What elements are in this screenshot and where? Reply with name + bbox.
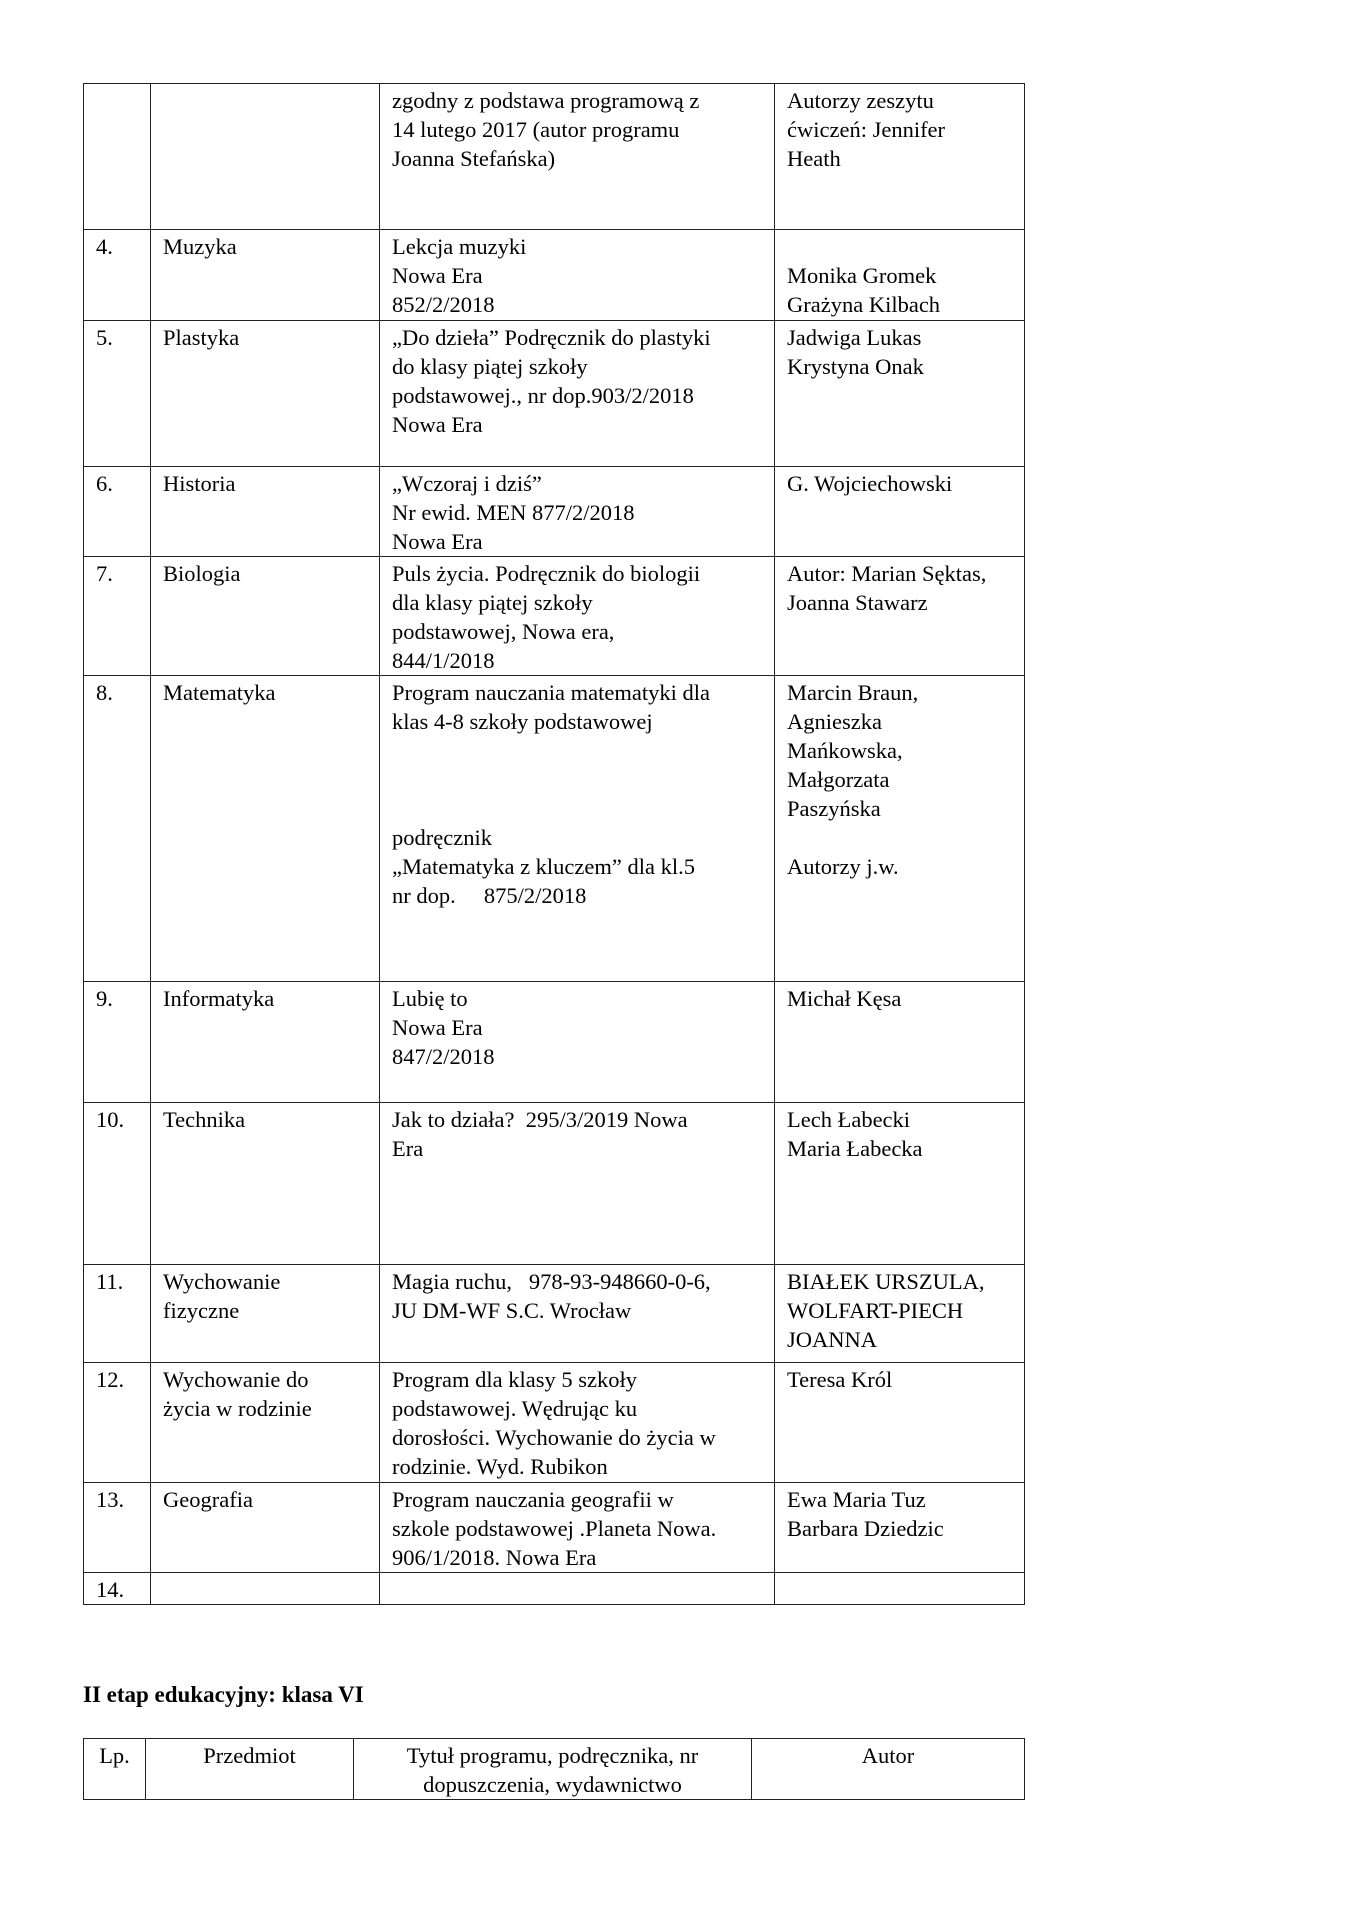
cell-lp: 14. [84, 1573, 151, 1605]
section-heading: II etap edukacyjny: klasa VI [83, 1682, 364, 1707]
cell-lp: 7. [84, 557, 151, 676]
cell-subject [151, 1573, 380, 1605]
cell-lp: 12. [84, 1363, 151, 1483]
cell-title [380, 982, 775, 1103]
table-row [84, 1265, 1025, 1363]
textbook-table-class-v [83, 83, 1025, 1605]
cell-author-line: JOANNA [787, 1327, 877, 1352]
cell-title-line: Nowa Era [392, 263, 483, 288]
cell-author-line: Jadwiga Lukas [787, 325, 922, 350]
cell-title-line: 852/2/2018 [392, 292, 495, 317]
cell-author [775, 230, 1025, 321]
cell-title [380, 1265, 775, 1363]
cell-author-line: Teresa Król [787, 1367, 893, 1392]
cell-author [775, 1265, 1025, 1363]
cell-subject [151, 321, 380, 467]
cell-title [380, 676, 775, 982]
cell-lp [84, 84, 151, 230]
cell-author-line: Barbara Dziedzic [787, 1516, 944, 1541]
cell-title [380, 84, 775, 230]
cell-title-line: Magia ruchu, 978-93-948660-0-6, [392, 1269, 711, 1294]
cell-author-line: Michał Kęsa [787, 986, 902, 1011]
table-row [84, 1363, 1025, 1483]
cell-title-line: zgodny z podstawa programową z [392, 88, 700, 113]
table-row [84, 982, 1025, 1103]
cell-author-line: Autorzy zeszytu [787, 88, 934, 113]
table-row [84, 230, 1025, 321]
cell-author-line [787, 232, 1014, 261]
cell-title-line: dla klasy piątej szkoły [392, 590, 593, 615]
cell-author-line: Heath [787, 146, 841, 171]
cell-subject-line: fizyczne [163, 1298, 240, 1323]
cell-author-line: Monika Gromek [787, 263, 937, 288]
cell-author-line: G. Wojciechowski [787, 471, 953, 496]
cell-author [775, 1573, 1025, 1605]
cell-lp: 5. [84, 321, 151, 467]
table-row [84, 676, 1025, 982]
cell-subject [151, 230, 380, 321]
cell-title-line: 906/1/2018. Nowa Era [392, 1545, 597, 1570]
cell-author-line: Autor: Marian Sęktas, [787, 561, 987, 586]
cell-subject-line: Informatyka [163, 986, 275, 1011]
cell-title-line: podstawowej., nr dop.903/2/2018 [392, 383, 694, 408]
table-row [84, 1103, 1025, 1265]
cell-title-line: Nowa Era [392, 529, 483, 554]
header-title-line: Tytuł programu, podręcznika, nr [406, 1743, 699, 1768]
table-row [84, 84, 1025, 230]
cell-subject-line: Plastyka [163, 325, 240, 350]
cell-title [380, 1363, 775, 1483]
cell-subject [151, 676, 380, 982]
cell-title [380, 1573, 775, 1605]
cell-lp: 9. [84, 982, 151, 1103]
cell-subject-line: Historia [163, 471, 236, 496]
cell-title-line: Jak to działa? 295/3/2019 Nowa [392, 1107, 688, 1132]
cell-author-line: Marcin Braun, [787, 680, 919, 705]
cell-author-line: ćwiczeń: Jennifer [787, 117, 946, 142]
cell-author-line: Agnieszka [787, 709, 882, 734]
header-title [354, 1739, 752, 1800]
cell-author [775, 982, 1025, 1103]
cell-title-line: Nowa Era [392, 1015, 483, 1040]
table-header-row [84, 1739, 1025, 1800]
cell-author-line: Krystyna Onak [787, 354, 924, 379]
cell-title-line: Joanna Stefańska) [392, 146, 556, 171]
table-row [84, 1483, 1025, 1573]
cell-title-line: Program nauczania matematyki dla [392, 680, 710, 705]
cell-title-line: 844/1/2018 [392, 648, 495, 673]
cell-author-line: WOLFART-PIECH [787, 1298, 964, 1323]
cell-author-line: BIAŁEK URSZULA, [787, 1269, 985, 1294]
cell-title-line: Nr ewid. MEN 877/2/2018 [392, 500, 635, 525]
cell-subject [151, 1265, 380, 1363]
cell-lp: 11. [84, 1265, 151, 1363]
cell-subject-line: Geografia [163, 1487, 253, 1512]
cell-title [380, 1483, 775, 1573]
cell-title [380, 467, 775, 557]
cell-author-line: Grażyna Kilbach [787, 292, 941, 317]
cell-title-line: Era [392, 1136, 424, 1161]
cell-title-line: JU DM-WF S.C. Wrocław [392, 1298, 632, 1323]
cell-title-line: szkole podstawowej .Planeta Nowa. [392, 1516, 717, 1541]
textbook-table-class-vi [83, 1738, 1025, 1800]
cell-lp: 10. [84, 1103, 151, 1265]
cell-author [775, 1483, 1025, 1573]
cell-author-line: Maria Łabecka [787, 1136, 923, 1161]
cell-title-line: Program dla klasy 5 szkoły [392, 1367, 637, 1392]
header-subject: Przedmiot [146, 1739, 354, 1800]
cell-author-line: Lech Łabecki [787, 1107, 911, 1132]
cell-title-line: 14 lutego 2017 (autor programu [392, 117, 680, 142]
cell-title-line: Puls życia. Podręcznik do biologii [392, 561, 701, 586]
cell-subject [151, 1483, 380, 1573]
cell-subject-line: Technika [163, 1107, 246, 1132]
cell-author [775, 467, 1025, 557]
cell-title [380, 230, 775, 321]
cell-author-line: Mańkowska, [787, 738, 903, 763]
table-row [84, 467, 1025, 557]
header-title-line: dopuszczenia, wydawnictwo [423, 1772, 682, 1797]
cell-subject [151, 557, 380, 676]
cell-author [775, 1103, 1025, 1265]
cell-title-line: rodzinie. Wyd. Rubikon [392, 1454, 608, 1479]
cell-author-line: Ewa Maria Tuz [787, 1487, 926, 1512]
cell-subject [151, 84, 380, 230]
cell-author [775, 1363, 1025, 1483]
cell-subject-line: Muzyka [163, 234, 237, 259]
cell-author [775, 557, 1025, 676]
cell-title-line: do klasy piątej szkoły [392, 354, 588, 379]
cell-author [775, 321, 1025, 467]
cell-subject-line: Wychowanie do [163, 1367, 309, 1392]
cell-subject [151, 467, 380, 557]
cell-title-line: „Do dzieła” Podręcznik do plastyki [392, 325, 711, 350]
cell-subject-line: Matematyka [163, 680, 276, 705]
cell-subject-line: życia w rodzinie [163, 1396, 312, 1421]
table-row [84, 557, 1025, 676]
cell-title-line: „Matematyka z kluczem” dla kl.5 [392, 854, 695, 879]
cell-title-line: dorosłości. Wychowanie do życia w [392, 1425, 716, 1450]
cell-author [775, 84, 1025, 230]
cell-title-line: Program nauczania geografii w [392, 1487, 674, 1512]
cell-author-line: Małgorzata [787, 767, 890, 792]
cell-title [380, 321, 775, 467]
header-lp: Lp. [84, 1739, 146, 1800]
cell-title [380, 557, 775, 676]
cell-title [380, 1103, 775, 1265]
cell-title-line: 847/2/2018 [392, 1044, 495, 1069]
cell-subject-line: Wychowanie [163, 1269, 281, 1294]
cell-lp: 4. [84, 230, 151, 321]
cell-title-line: podstawowej. Wędrując ku [392, 1396, 638, 1421]
cell-author-line: Joanna Stawarz [787, 590, 928, 615]
cell-title-line: Nowa Era [392, 412, 483, 437]
cell-author [775, 676, 1025, 982]
table-row [84, 1573, 1025, 1605]
cell-title-line: „Wczoraj i dziś” [392, 471, 542, 496]
cell-author-line: Autorzy j.w. [787, 854, 899, 879]
cell-title-line: nr dop. 875/2/2018 [392, 883, 587, 908]
cell-title-line: podstawowej, Nowa era, [392, 619, 615, 644]
cell-title-line: podręcznik [392, 825, 492, 850]
cell-subject [151, 1103, 380, 1265]
cell-title-line: Lekcja muzyki [392, 234, 527, 259]
cell-author-line: Paszyńska [787, 796, 881, 821]
cell-subject [151, 982, 380, 1103]
cell-title-line: Lubię to [392, 986, 468, 1011]
cell-lp: 13. [84, 1483, 151, 1573]
header-author: Autor [752, 1739, 1025, 1800]
table-row [84, 321, 1025, 467]
cell-lp: 8. [84, 676, 151, 982]
cell-subject-line: Biologia [163, 561, 241, 586]
cell-title-line: klas 4-8 szkoły podstawowej [392, 709, 653, 734]
cell-lp: 6. [84, 467, 151, 557]
cell-subject [151, 1363, 380, 1483]
